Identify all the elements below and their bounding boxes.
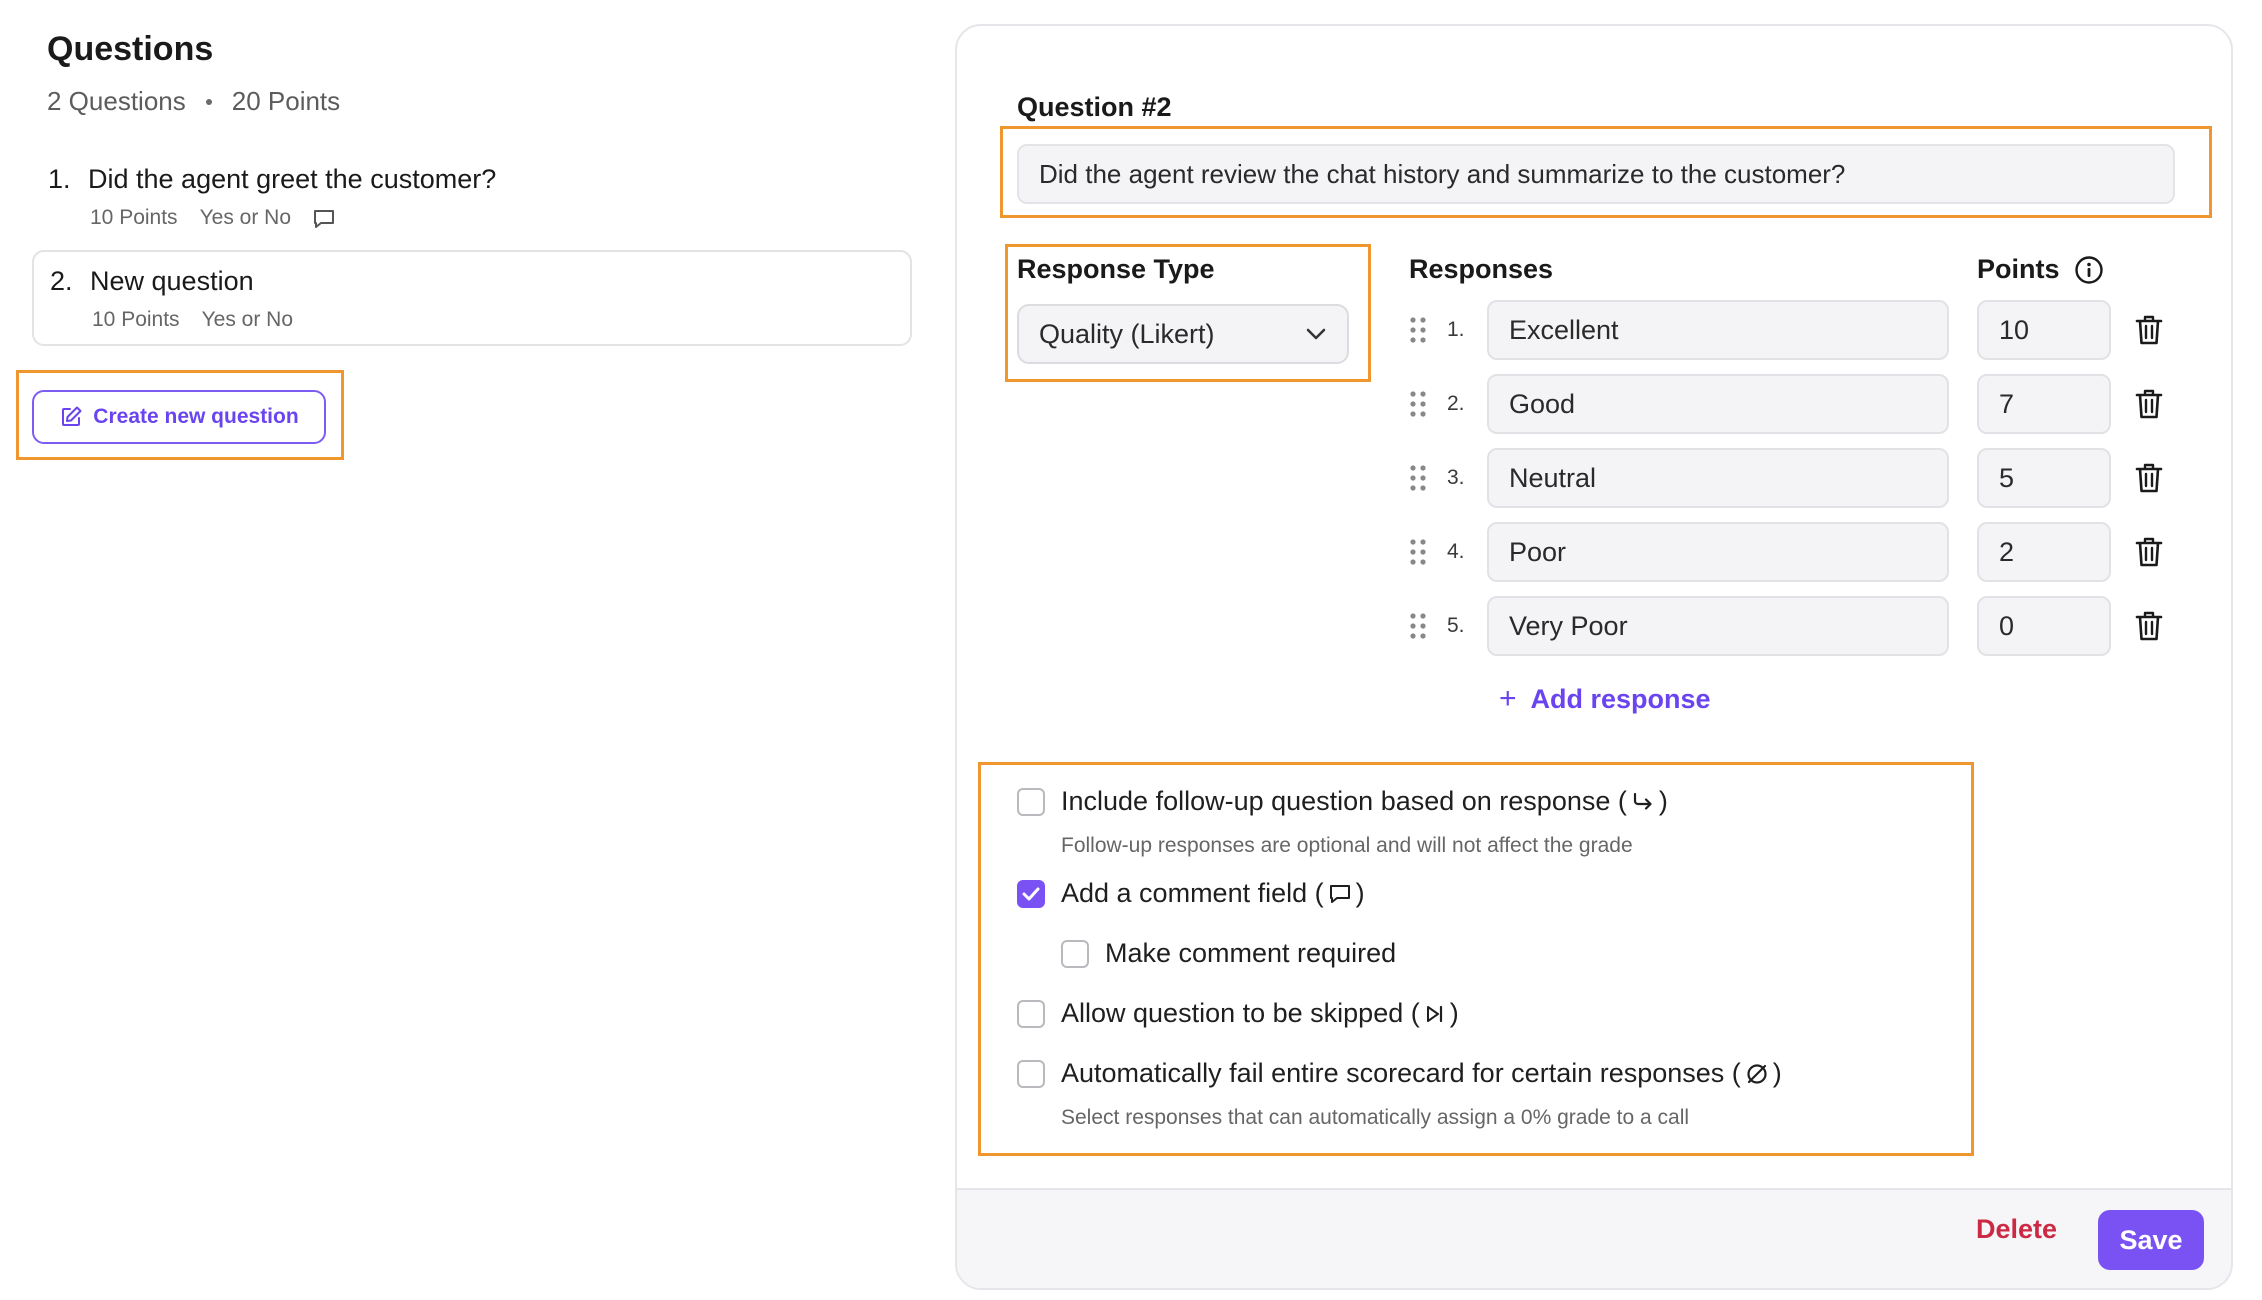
follow-up-option[interactable] <box>1017 786 1668 817</box>
skip-label: Allow question to be skipped ( <box>1061 998 1420 1028</box>
response-row <box>1409 374 2169 434</box>
response-row <box>1409 300 2169 360</box>
question-editor <box>955 24 2233 1290</box>
follow-up-close: ) <box>1658 786 1668 816</box>
drag-handle-icon[interactable] <box>1409 464 1427 492</box>
question-count: 2 Questions <box>47 86 186 116</box>
comment-checkbox[interactable] <box>1017 880 1045 908</box>
auto-fail-label: Automatically fail entire scorecard for certain responses ( <box>1061 1058 1741 1088</box>
question-type: Yes or No <box>199 206 292 229</box>
create-new-question-label: Create new question <box>93 405 299 428</box>
comment-option[interactable] <box>1017 878 1365 909</box>
response-text-input[interactable]: Very Poor <box>1487 596 1949 656</box>
drag-handle-icon[interactable] <box>1409 316 1427 344</box>
question-text-input[interactable] <box>1017 144 2175 204</box>
auto-fail-option[interactable] <box>1017 1058 1782 1089</box>
response-type-select[interactable] <box>1017 304 1349 364</box>
drag-handle-icon[interactable] <box>1409 390 1427 418</box>
drag-handle-icon[interactable] <box>1409 612 1427 640</box>
response-type-label: Response Type <box>1017 254 1215 284</box>
questions-panel <box>0 0 940 1300</box>
drag-handle-icon[interactable] <box>1409 538 1427 566</box>
separator-dot <box>206 99 212 105</box>
follow-up-checkbox[interactable] <box>1017 788 1045 816</box>
skip-icon <box>1424 1004 1446 1024</box>
question-list-item-1[interactable] <box>32 150 912 246</box>
response-text-input[interactable]: Good <box>1487 374 1949 434</box>
response-index: 2. <box>1447 392 1465 415</box>
follow-up-arrow-icon <box>1631 791 1655 813</box>
skip-checkbox[interactable] <box>1017 1000 1045 1028</box>
response-row <box>1409 448 2169 508</box>
comment-required-checkbox[interactable] <box>1061 940 1089 968</box>
response-index: 4. <box>1447 540 1465 563</box>
skip-option[interactable] <box>1017 998 1459 1029</box>
points-header <box>1977 254 2104 285</box>
save-button[interactable]: Save <box>2098 1210 2204 1270</box>
comment-required-label: Make comment required <box>1105 938 1397 968</box>
trash-icon[interactable] <box>2135 388 2163 420</box>
total-points: 20 Points <box>231 86 341 116</box>
response-index: 5. <box>1447 614 1465 637</box>
questions-title: Questions <box>47 30 214 68</box>
response-text-input[interactable]: Neutral <box>1487 448 1949 508</box>
create-new-question-button[interactable] <box>32 390 326 444</box>
question-list-item-2[interactable] <box>32 250 912 346</box>
comment-required-option[interactable] <box>1061 938 1396 969</box>
question-number: 1. <box>48 164 71 194</box>
question-label: Question #2 <box>1017 92 1172 122</box>
points-label: Points <box>1977 254 2060 284</box>
auto-fail-helper: Select responses that can automatically assign a 0% grade to a call <box>1061 1106 1690 1129</box>
skip-close: ) <box>1449 998 1459 1028</box>
trash-icon[interactable] <box>2135 462 2163 494</box>
response-index: 1. <box>1447 318 1465 341</box>
plus-icon: + <box>1499 682 1517 715</box>
question-text: Did the agent greet the customer? <box>88 164 497 194</box>
response-row <box>1409 522 2169 582</box>
edit-icon <box>59 405 83 429</box>
questions-summary <box>47 86 340 117</box>
auto-fail-checkbox[interactable] <box>1017 1060 1045 1088</box>
response-points-input[interactable]: 5 <box>1977 448 2111 508</box>
auto-fail-close: ) <box>1772 1058 1782 1088</box>
responses-label: Responses <box>1409 254 1554 284</box>
trash-icon[interactable] <box>2135 536 2163 568</box>
trash-icon[interactable] <box>2135 314 2163 346</box>
comment-icon <box>313 209 335 229</box>
response-points-input[interactable]: 2 <box>1977 522 2111 582</box>
response-index: 3. <box>1447 466 1465 489</box>
response-type-value: Quality (Likert) <box>1039 318 1215 349</box>
trash-icon[interactable] <box>2135 610 2163 642</box>
check-icon <box>1021 886 1041 902</box>
response-text-input[interactable]: Excellent <box>1487 300 1949 360</box>
question-points: 10 Points <box>90 206 178 229</box>
response-text-input[interactable]: Poor <box>1487 522 1949 582</box>
question-type: Yes or No <box>201 308 294 331</box>
follow-up-label: Include follow-up question based on response ( <box>1061 786 1627 816</box>
question-number: 2. <box>50 266 73 296</box>
delete-button[interactable]: Delete <box>1976 1214 2058 1244</box>
comment-close: ) <box>1355 878 1365 908</box>
response-points-input[interactable]: 7 <box>1977 374 2111 434</box>
empty-set-icon <box>1745 1062 1769 1086</box>
comment-label: Add a comment field ( <box>1061 878 1324 908</box>
response-points-input[interactable]: 10 <box>1977 300 2111 360</box>
response-row <box>1409 596 2169 656</box>
question-text: New question <box>90 266 254 296</box>
add-response-label: Add response <box>1530 683 1711 714</box>
chevron-down-icon <box>1305 327 1327 341</box>
question-points: 10 Points <box>92 308 180 331</box>
response-points-input[interactable]: 0 <box>1977 596 2111 656</box>
comment-icon <box>1328 883 1352 905</box>
info-icon[interactable] <box>2074 255 2104 285</box>
add-response-button[interactable] <box>1499 682 1711 716</box>
follow-up-helper: Follow-up responses are optional and will not affect the grade <box>1061 834 1633 857</box>
question-text-value: Did the agent review the chat history and summarize to the customer? <box>1039 158 1846 189</box>
